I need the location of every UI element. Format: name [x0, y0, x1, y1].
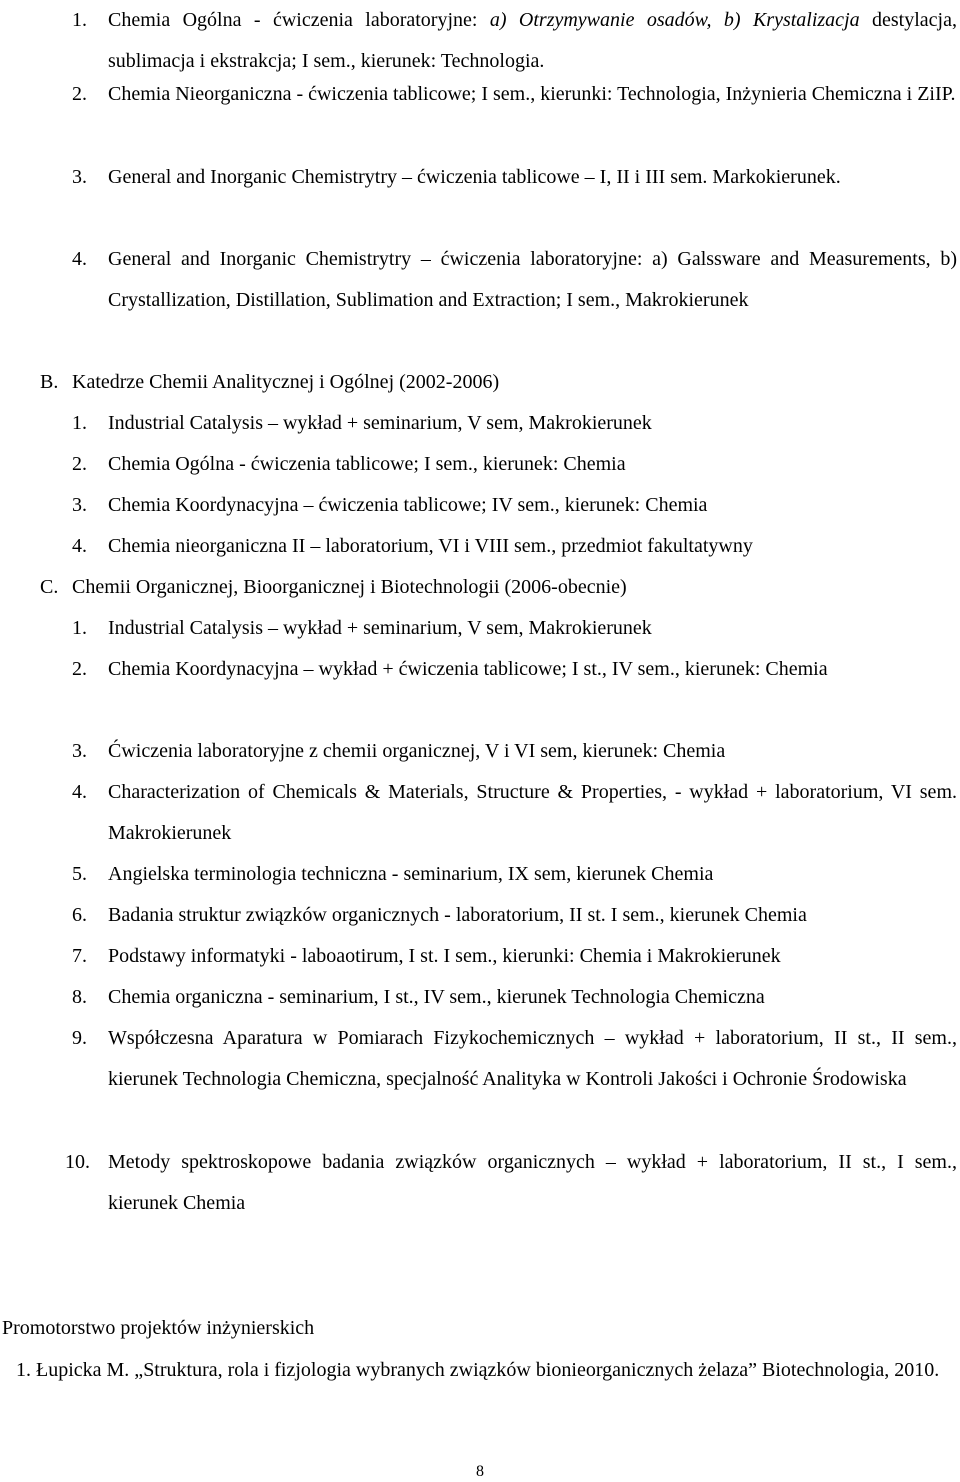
list-item: [72, 649, 957, 690]
list-text: Badania struktur związków organicznych - laboratorium, II st. I sem., kierunek Chemia: [108, 904, 807, 926]
list-item: [72, 772, 957, 854]
page-number: 8: [476, 1463, 484, 1480]
list-number: 1.: [72, 617, 87, 639]
list-number: 4.: [72, 535, 87, 557]
list-text: Chemia nieorganiczna II – laboratorium, VI i VIII sem., przedmiot fakultatywny: [108, 535, 753, 557]
list-text-italic: a) Otrzymywanie osadów, b) Krystalizacja: [489, 9, 860, 31]
list-number: 2.: [72, 658, 87, 680]
list-item: [72, 1018, 957, 1100]
list-text: Ćwiczenia laboratoryjne z chemii organicznej, V i VI sem, kierunek: Chemia: [108, 740, 726, 762]
list-text-continued: destylacja, sublimacja i ekstrakcja; I sem., kierunek: Technologia.: [108, 9, 957, 72]
list-item: [72, 526, 957, 567]
list-text: Industrial Catalysis – wykład + seminarium, V sem, Makrokierunek: [108, 412, 652, 434]
list-number: 1.: [72, 412, 87, 434]
list-number: 2.: [72, 83, 87, 105]
list-item: [72, 485, 957, 526]
list-number: 4.: [72, 781, 87, 803]
list-text: Chemia organiczna - seminarium, I st., IV sem., kierunek Technologia Chemiczna: [108, 986, 765, 1008]
list-text: Podstawy informatyki - laboaotirum, I st. I sem., kierunki: Chemia i Makrokierunek: [108, 945, 781, 967]
list-item: [72, 74, 957, 115]
promo-heading: Promotorstwo projektów inżynierskich: [2, 1317, 315, 1339]
list-item: [72, 0, 957, 82]
list-text: Współczesna Aparatura w Pomiarach Fizykochemicznych – wykład + laboratorium, II st., II sem., kierunek Technologia Chemiczna, specjalność Analityka w Kontroli Jakości i Ochronie Środowiska: [108, 1027, 957, 1090]
list-number: 5.: [72, 863, 87, 885]
list-text: Metody spektroskopowe badania związków organicznych – wykład + laboratorium, II st., I sem., kierunek Chemia: [108, 1151, 957, 1214]
list-text: General and Inorganic Chemistrytry – ćwiczenia tablicowe – I, II i III sem. Markokierunek.: [108, 166, 841, 188]
list-item: [72, 854, 957, 895]
list-number: 2.: [72, 453, 87, 475]
section-letter: C.: [40, 576, 59, 598]
list-number: 4.: [72, 248, 87, 270]
list-number: 6.: [72, 904, 87, 926]
promo-item: 1. Łupicka M. „Struktura, rola i fizjologia wybranych związków bionieorganicznych żelaza” Biotechnologia, 2010.: [16, 1359, 940, 1381]
list-number: 3.: [72, 166, 87, 188]
list-item: [72, 731, 957, 772]
section-title: Chemii Organicznej, Bioorganicznej i Biotechnologii (2006-obecnie): [72, 576, 627, 598]
list-number: 7.: [72, 945, 87, 967]
list-item: [72, 936, 957, 977]
list-number: 10.: [65, 1151, 90, 1173]
list-item: [72, 608, 957, 649]
list-number: 8.: [72, 986, 87, 1008]
list-number: 1.: [72, 9, 87, 31]
list-number: 9.: [72, 1027, 87, 1049]
list-text: Chemia Nieorganiczna - ćwiczenia tablicowe; I sem., kierunki: Technologia, Inżynieria Chemiczna i ZiIP.: [108, 83, 956, 105]
list-text: Chemia Ogólna - ćwiczenia laboratoryjne:: [108, 9, 490, 31]
list-text: Chemia Koordynacyjna – wykład + ćwiczenia tablicowe; I st., IV sem., kierunek: Chemia: [108, 658, 828, 680]
section-heading-c: [40, 567, 957, 608]
list-text: Characterization of Chemicals & Materials, Structure & Properties, - wykład + laboratorium, VI sem. Makrokierunek: [108, 781, 957, 844]
list-item: [72, 403, 957, 444]
section-title: Katedrze Chemii Analitycznej i Ogólnej (2002-2006): [72, 371, 500, 393]
list-item: [72, 239, 957, 321]
list-item: [72, 444, 957, 485]
list-text: General and Inorganic Chemistrytry – ćwiczenia laboratoryjne: a) Galssware and Measurements, b) Crystallization, Distillation, Sublimation and Extraction; I sem., Makrokierunek: [108, 248, 957, 311]
list-item: [72, 157, 957, 198]
list-text: Chemia Ogólna - ćwiczenia tablicowe; I sem., kierunek: Chemia: [108, 453, 626, 475]
list-item: [72, 977, 957, 1018]
list-item: [65, 1142, 957, 1224]
section-letter: B.: [40, 371, 59, 393]
list-number: 3.: [72, 494, 87, 516]
list-text: Industrial Catalysis – wykład + seminarium, V sem, Makrokierunek: [108, 617, 652, 639]
list-number: 3.: [72, 740, 87, 762]
list-text: Angielska terminologia techniczna - seminarium, IX sem, kierunek Chemia: [108, 863, 714, 885]
list-text: Chemia Koordynacyjna – ćwiczenia tablicowe; IV sem., kierunek: Chemia: [108, 494, 708, 516]
list-item: [72, 895, 957, 936]
section-heading-b: [40, 362, 957, 403]
